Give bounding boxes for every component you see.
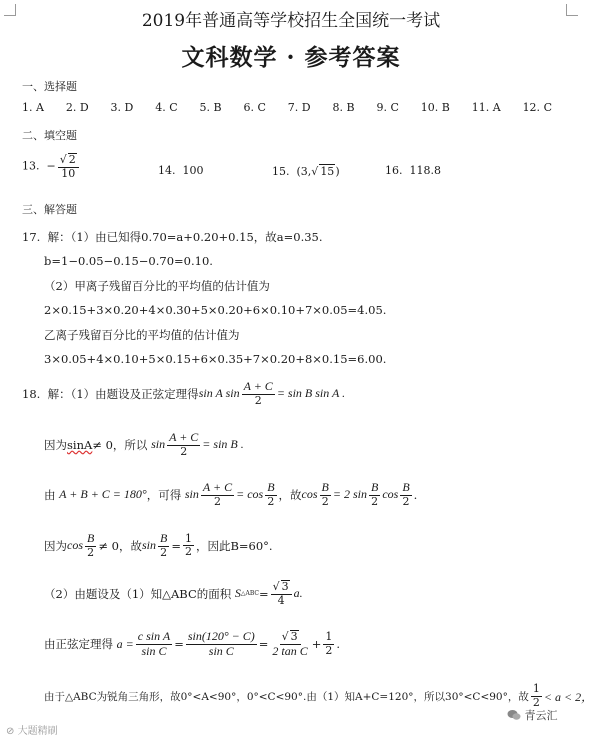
- choice-answer: 6. C: [243, 101, 266, 114]
- q17-line-2: b=1−0.05−0.15−0.70=0.10.: [44, 254, 213, 268]
- choice-answers-row: [22, 101, 552, 114]
- watermark-left: ⊘ 大题精刷: [6, 726, 58, 737]
- paper-title: 文科数学 · 参考答案: [181, 44, 401, 71]
- choice-answer: 5. B: [199, 101, 222, 114]
- choice-answer: 9. C: [376, 101, 399, 114]
- section-heading-solve: 三、解答题: [22, 203, 77, 216]
- wechat-icon: [507, 709, 521, 721]
- q17-line-1: 17. 解：（1）由已知得0.70=a+0.20+0.15，故a=0.35.: [22, 230, 323, 244]
- choice-answer: 8. B: [332, 101, 355, 114]
- choice-answer: 10. B: [420, 101, 450, 114]
- choice-answer: 4. C: [155, 101, 178, 114]
- q17-line-4: 2×0.15+3×0.20+4×0.30+5×0.20+6×0.10+7×0.05=4.05.: [44, 303, 387, 317]
- q17-line-6: 3×0.05+4×0.10+5×0.15+6×0.35+7×0.20+8×0.15=6.00.: [44, 352, 387, 366]
- q18-line-6: 由正弦定理得 a = $\frac{\text{c sin A}}{\text{sin C}}$ = $\frac{\sin(120^\circ - C)}{\text{sin C}}$ = $\frac{√ 3}{\text{2 tan C}}$ + $\frac{1}{2}$ .: [44, 629, 341, 658]
- choice-answer: 11. A: [471, 101, 501, 114]
- q18-line-2: 因为 sinA ≠ 0，所以 sin $\frac{A + C}{2}$ = sin B .: [44, 430, 244, 458]
- watermark-right: 青云汇: [507, 707, 558, 723]
- fill-answer-14: 14. 100: [158, 164, 204, 177]
- q18-line-5: （2）由题设及（1）知△ABC的面积 S △ABC = $\frac{√ 3}{4}$ a.: [44, 580, 303, 607]
- q18-line-4: 因为 cos $\frac{B}{2}$ ≠ 0，故 sin $\frac{B}{2}$ = $\frac{1}{2}$ ，因此B=60°.: [44, 531, 273, 559]
- choice-answer: 12. C: [522, 101, 552, 114]
- q18-line-1: 18. 解：（1）由题设及正弦定理得 sin A sin $\frac{A + C}{2}$ = sin B sin A .: [22, 379, 346, 407]
- fill-answer-16: 16. 118.8: [385, 164, 441, 177]
- link-icon: ⊘: [6, 726, 15, 737]
- section-heading-fill: 二、填空题: [22, 129, 77, 142]
- q17-line-5: 乙离子残留百分比的平均值的估计值为: [44, 328, 240, 342]
- q18-line-7: 由于△ABC为锐角三角形，故0°<A<90°，0°<C<90°.由（1）知A+C=120°，所以30°<C<90°，故 $\frac{1}{2}$ < a < 2，: [44, 682, 593, 709]
- choice-answer: 1. A: [22, 101, 44, 114]
- choice-answer: 7. D: [287, 101, 311, 114]
- fill-answer-13: 13. − $\frac{√ 2}{10}$: [22, 153, 81, 180]
- section-heading-choice: 一、选择题: [22, 80, 77, 93]
- choice-answer: 3. D: [110, 101, 134, 114]
- exam-title: 2019年普通高等学校招生全国统一考试: [141, 11, 441, 31]
- q18-line-3: 由 A + B + C = 180° ，可得 sin $\frac{A + C}{2}$ = cos $\frac{B}{2}$ ，故 cos $\frac{B}{2}$ = 2 sin $\frac{B}{2}$ cos $\frac{B}{2}$ .: [44, 480, 418, 508]
- fill-answer-15: 15. (3,√ 15): [272, 165, 340, 178]
- q17-line-3: （2）甲离子残留百分比的平均值的估计值为: [44, 279, 270, 293]
- choice-answer: 2. D: [65, 101, 89, 114]
